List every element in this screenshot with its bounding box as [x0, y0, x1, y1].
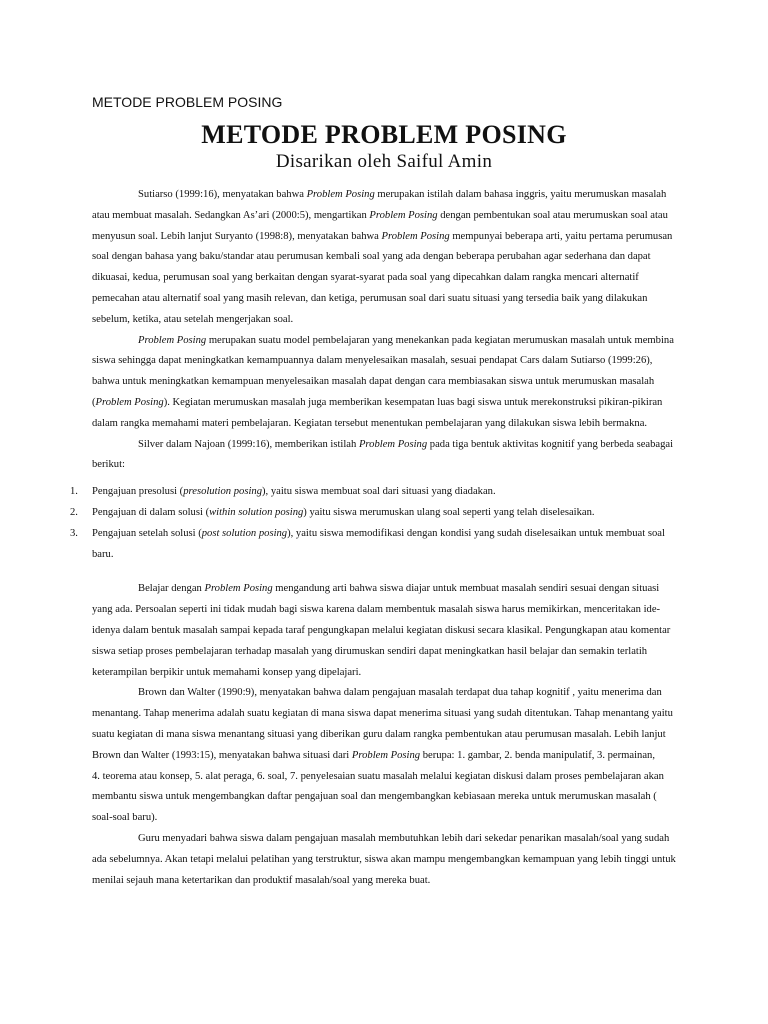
italic-term: Problem Posing: [95, 396, 164, 408]
italic-term: Problem Posing: [369, 209, 438, 221]
posing-types-list: [70, 482, 677, 565]
text-run: ). Kegiatan merumuskan masalah juga memberikan kesempatan luas bagi siswa untuk merekonstruksi pikiran-pikiran dalam rangka memahami materi pembelajaran. Kegiatan tersebut menentukan pembelajaran yang dilakukan siswa lebih bermakna.: [92, 396, 663, 429]
paragraph-model: [92, 331, 677, 435]
italic-term: within solution posing: [209, 506, 304, 518]
text-run: mengandung arti bahwa siswa diajar untuk membuat masalah sendiri sesuai dengan situasi yang ada. Persoalan seperti ini tidak mudah bagi siswa karena dalam membentuk masalah siswa harus memikirkan, menceritakan ide-idenya dalam bentuk masalah sampai kepada taraf pengungkapan melalui kegiatan diskusi secara klasikal. Pengungkapan atau komentar siswa setiap proses pembelajaran terhadap masalah yang dirumuskan sendiri dapat meningkatkan hasil belajar dan semakin terlatih keterampilan berpikir untuk memahami konsep yang dipelajari.: [92, 583, 671, 678]
text-run: Pengajuan di dalam solusi (: [92, 506, 210, 518]
text-run: Brown dan Walter (1990:9), menyatakan bahwa dalam pengajuan masalah terdapat dua tahap kognitif , yaitu menerima dan menantang. Tahap menerima adalah suatu kegiatan di mana siswa dapat menerima situasi yang sudah ditentukan. Tahap menantang yaitu suatu kegiatan di mana siswa menantang situasi yang diberikan guru dalam rangka pembentukan atau perumusan masalah. Lebih lanjut Brown dan Walter (1993:15), menyatakan bahwa situasi dari: [92, 687, 673, 761]
list-item: [70, 482, 677, 503]
italic-term: Problem Posing: [138, 334, 207, 346]
list-item: [70, 524, 677, 566]
text-run: Belajar dengan: [138, 583, 205, 595]
list-item: [70, 503, 677, 524]
italic-term: Problem Posing: [358, 438, 428, 450]
text-run: Sutiarso (1999:16), menyatakan bahwa: [138, 189, 307, 200]
page-title: METODE PROBLEM POSING: [201, 120, 567, 149]
italic-term: presolution posing: [183, 486, 262, 498]
article-body: [70, 185, 677, 891]
page-subtitle: Disarikan oleh Saiful Amin: [275, 151, 493, 172]
italic-term: Problem Posing: [381, 230, 450, 242]
paragraph-teacher: Guru menyadari bahwa siswa dalam pengajuan masalah membutuhkan lebih dari sekedar penarikan masalah/soal yang sudah ada sebelumnya. Akan tetapi melalui pelatihan yang terstruktur, siswa akan mampu mengembangkan kemampuan yang lebih tinggi untuk menilai sejauh mana ketertarikan dan produktif masalah/soal yang mereka buat.: [92, 832, 676, 886]
text-run: Pengajuan setelah solusi (: [92, 527, 202, 539]
paragraph-situations: 4. teorema atau konsep, 5. alat peraga, 6. soal, 7. penyelesaian suatu masalah melalui kegiatan diskusi dalam proses pembelajaran akan membantu siswa untuk mengembangkan daftar pengajuan soal dan mengembangkan kebiasaan mereka untuk merumuskan masalah ( soal-soal baru).: [92, 770, 664, 824]
text-run: merupakan istilah dalam bahasa inggris, yaitu merumuskan masalah atau membuat masalah. Sedangkan As’ari (2000:5), mengartikan: [92, 189, 667, 221]
text-run: berupa: 1. gambar, 2. benda manipulatif, 3. permainan,: [420, 749, 655, 761]
italic-term: Problem Posing: [351, 749, 421, 761]
paragraph-learning: [92, 579, 677, 683]
paragraph-definition: [92, 185, 677, 331]
paragraph-brown-walter: [92, 683, 677, 766]
italic-term: Problem Posing: [204, 583, 273, 595]
text-run: merupakan suatu model pembelajaran yang menekankan pada kegiatan merumuskan masalah untuk membina siswa sehingga dapat meningkatkan kemampuannya dalam menyelesaikan masalah, sesuai pendapat Cars dalam Sutiarso (1999:26), bahwa untuk meningkatkan kemampuan menyelesaikan masalah dapat dengan cara membiasakan siswa untuk merumuskan masalah (: [92, 334, 674, 408]
italic-term: Problem Posing: [306, 189, 375, 200]
list-number: 1.: [70, 486, 78, 498]
text-run: Pengajuan presolusi (: [92, 486, 184, 498]
list-number: 3.: [70, 527, 78, 539]
document-header-label: METODE PROBLEM POSING: [92, 94, 283, 110]
text-run: pada tiga bentuk aktivitas kognitif yang berbeda seabagai berikut:: [92, 438, 674, 471]
text-run: Silver dalam Najoan (1999:16), memberikan istilah: [138, 438, 359, 450]
text-run: mempunyai beberapa arti, yaitu pertama perumusan soal dengan bahasa yang baku/standar atau perumusan kembali soal yang ada dengan beberapa perubahan agar sederhana dan dapat dikuasai, kedua, perumusan soal yang berkaitan dengan syarat-syarat pada soal yang dipecahkan dalam rangka mencari alternatif pemecahan atau alternatif soal yang masih relevan, dan ketiga, perumusan soal dari suatu situasi yang tersedia baik yang dilakukan sebelum, ketika, atau setelah mengerjakan soal.: [92, 230, 673, 325]
text-run: ), yaitu siswa memodifikasi dengan kondisi yang sudah diselesaikan untuk membuat soal baru.: [92, 527, 665, 560]
list-number: 2.: [70, 506, 78, 518]
paragraph-silver: [92, 435, 677, 477]
text-run: dengan pembentukan soal atau merumuskan soal atau menyusun soal. Lebih lanjut Suryanto (1998:8), menyatakan bahwa: [92, 209, 668, 242]
italic-term: post solution posing: [201, 527, 288, 539]
text-run: ) yaitu siswa merumuskan ulang soal seperti yang telah diselesaikan.: [303, 506, 595, 518]
text-run: ), yaitu siswa membuat soal dari situasi yang diadakan.: [262, 486, 496, 498]
